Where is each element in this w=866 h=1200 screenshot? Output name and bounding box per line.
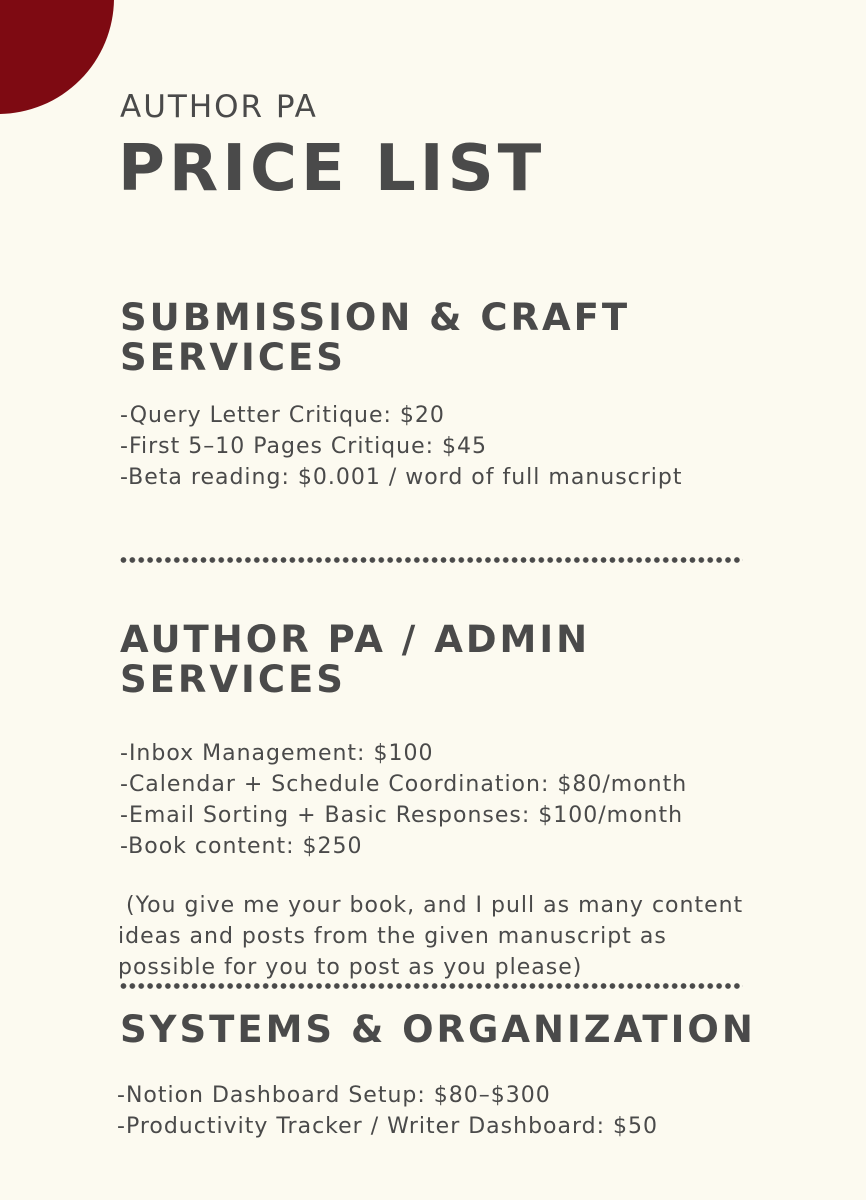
list-item: -Inbox Management: $100 [120,741,434,766]
list-item: -Notion Dashboard Setup: $80–$300 [117,1083,551,1108]
list-item: -Email Sorting + Basic Responses: $100/month [120,803,684,828]
list-item: -Query Letter Critique: $20 [120,403,445,428]
list-item: -Book content: $250 [120,834,363,859]
section-heading-author-pa-admin [120,620,590,700]
section-heading-submission-craft [120,298,630,378]
section-heading-systems-organization [120,1010,756,1050]
book-content-note [118,890,743,983]
note-line: ideas and posts from the given manuscript as [118,924,667,949]
dotted-divider [119,982,743,990]
heading-line: SERVICES [120,658,346,701]
dotted-divider [119,556,743,564]
list-item: -Beta reading: $0.001 / word of full manuscript [120,465,683,490]
systems-organization-list [117,1080,658,1142]
author-pa-admin-list [120,738,687,862]
list-item: -Productivity Tracker / Writer Dashboard: $50 [117,1114,658,1139]
page-title: PRICE LIST [118,132,546,206]
heading-line: SERVICES [120,336,346,379]
submission-craft-list [120,400,683,493]
heading-line: SYSTEMS & ORGANIZATION [120,1008,756,1051]
heading-line: AUTHOR PA / ADMIN [120,618,591,661]
page-subtitle: AUTHOR PA [120,89,318,125]
list-item: -Calendar + Schedule Coordination: $80/month [120,772,688,797]
list-item: -First 5–10 Pages Critique: $45 [120,434,488,459]
heading-line: SUBMISSION & CRAFT [120,296,631,339]
note-line: (You give me your book, and I pull as many content [118,893,744,918]
note-line: possible for you to post as you please) [118,955,583,980]
corner-circle-decoration [0,0,114,114]
